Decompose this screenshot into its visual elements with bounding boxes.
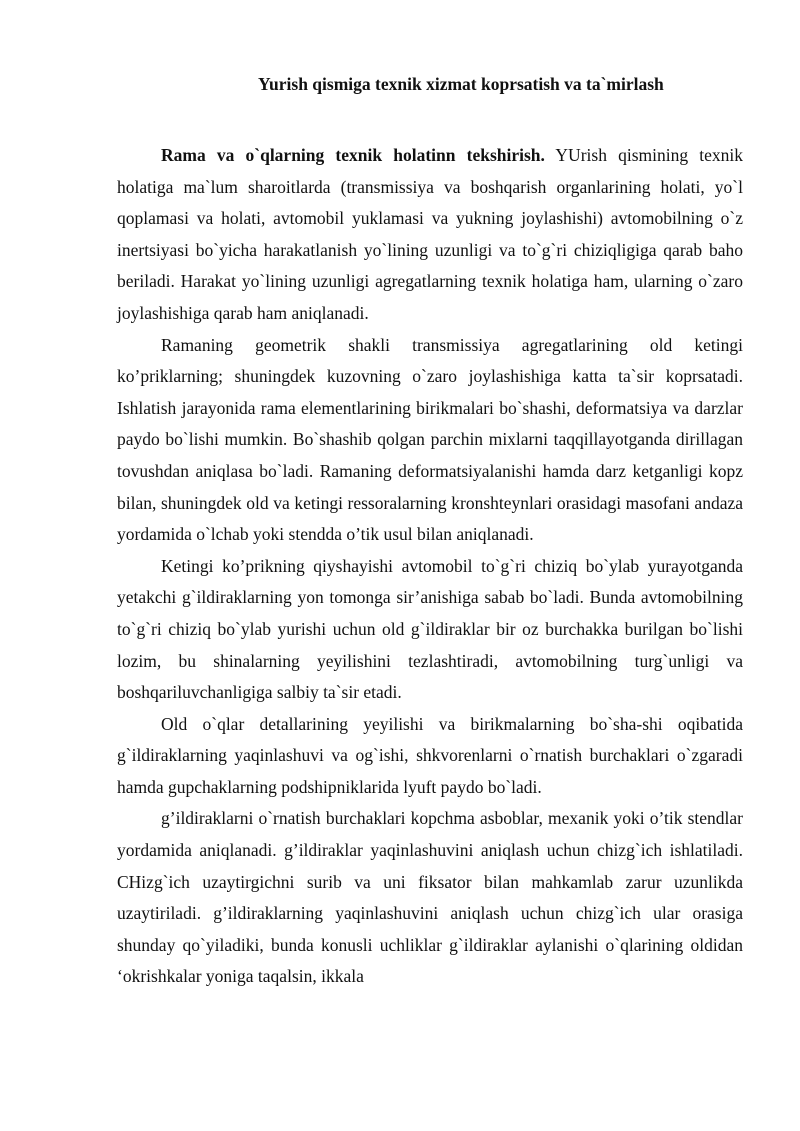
- document-body: [117, 140, 743, 993]
- paragraph-1: [117, 140, 743, 330]
- paragraph-4: [117, 709, 743, 804]
- paragraph-text: Ramaning geometrik shakli transmissiya agregatlarining old ketingi ko’priklarning; shuningdek kuzovning o`zaro joylashishiga katta ta`sir koprsatadi. Ishlatish jarayonida rama elementlarining birikmalari bo`shashi, deformatsiya va darzlar paydo bo`lishi mumkin. Bo`shashib qolgan parchin mixlarni taqqillayotganda dirillagan tovushdan aniqlasa bo`ladi. Ramaning deformatsiyalanishi hamda darz ketganligi kopz bilan, shuningdek old va ketingi ressoralarning kronshteynlari orasidagi masofani andaza yordamida o`lchab yoki stendda o’tik usul bilan aniqlanadi.: [117, 334, 743, 545]
- paragraph-2: [117, 330, 743, 551]
- document-title: Yurish qismiga texnik xizmat koprsatish va ta`mirlash: [258, 74, 664, 94]
- paragraph-lead-heading: Rama va o`qlarning texnik holatinn tekshirish.: [161, 145, 545, 165]
- paragraph-text: Old o`qlar detallarining yeyilishi va birikmalarning bo`sha-shi oqibatida g`ildiraklarning yaqinlashuvi va og`ishi, shkvorenlarni o`rnatish burchaklari o`zgaradi hamda gupchaklarning podshipniklarida lyuft paydo bo`ladi.: [117, 713, 743, 797]
- paragraph-text: YUrish qismining texnik holatiga ma`lum sharoitlarda (transmissiya va boshqarish organlarining holati, yo`l qoplamasi va holati, avtomobil yuklamasi va yukning joylashishi) avtomobilning o`z inertsiyasi bo`yicha harakatlanish yo`lining uzunligi va to`g`ri chiziqligiga qarab baho beriladi. Harakat yo`lining uzunligi agregatlarning texnik holatiga ham, ularning o`zaro joylashishiga qarab ham aniqlanadi.: [117, 145, 743, 323]
- paragraph-5: [117, 803, 743, 993]
- paragraph-text: Ketingi ko’prikning qiyshayishi avtomobil to`g`ri chiziq bo`ylab yurayotganda yetakchi g`ildiraklarning yon tomonga sir’anishiga sabab bo`ladi. Bunda avtomobilning to`g`ri chiziq bo`ylab yurishi uchun old g`ildiraklar bir oz burchakka burilgan bo`lishi lozim, bu shinalarning yeyilishini tezlashtiradi, avtomobilning turg`unligi va boshqariluvchanligiga salbiy ta`sir etadi.: [117, 555, 743, 703]
- paragraph-3: [117, 551, 743, 709]
- paragraph-text: g’ildiraklarni o`rnatish burchaklari kopchma asboblar, mexanik yoki o’tik stendlar yordamida aniqlanadi. g’ildiraklar yaqinlashuvini aniqlash uchun chizg`ich ishlatiladi. CHizg`ich uzaytirgichni surib va uni fiksator bilan mahkamlab zarur uzunlikda uzaytiriladi. g’ildiraklarning yaqinlashuvini aniqlash uchun chizg`ich ular orasiga shunday qo`yiladiki, bunda konusli uchliklar g`ildiraklar aylanishi o`qlarining oldidan ‘okrishkalar yoniga taqalsin, ikkala: [117, 808, 743, 987]
